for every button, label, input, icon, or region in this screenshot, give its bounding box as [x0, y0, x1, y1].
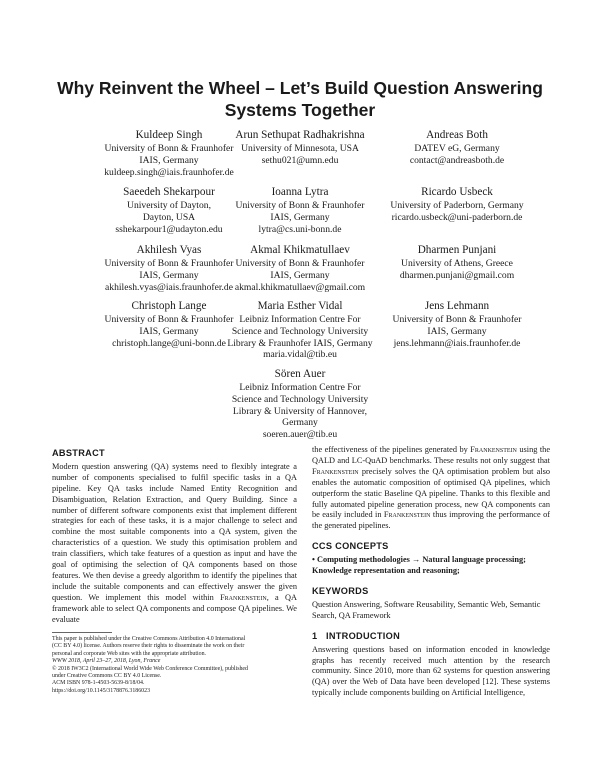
author-email: kuldeep.singh@iais.fraunhofer.de — [104, 166, 234, 178]
doi-link[interactable]: https://doi.org/10.1145/3178876.3186023 — [52, 687, 151, 694]
footnote-line: This paper is published under the Creative Commons Attribution 4.0 International — [52, 636, 246, 642]
author-name: Kuldeep Singh — [135, 129, 203, 141]
author-name: Akmal Khikmatullaev — [250, 244, 350, 256]
keywords-text: Question Answering, Software Reusability, Semantic Web, Semantic Search, QA Framework — [312, 599, 541, 620]
author-affiliation: University of Bonn & Fraunhofer — [104, 258, 234, 269]
author-affiliation: University of Bonn & Fraunhofer — [235, 200, 365, 211]
right-column — [312, 445, 550, 708]
author-affiliation: University of Bonn & Fraunhofer — [235, 258, 365, 269]
ccs-heading: CCS CONCEPTS — [312, 541, 389, 552]
author-name: Sören Auer — [274, 368, 326, 380]
abstract-text: Modern question answering (QA) systems need to flexibly integrate a number of components specialised to fulfil specific tasks in a QA pipeline. Key QA tasks include Named Entity Recognition and Disambiguation, Relation Extraction, and Query Building. Since a number of different software components exist that implement different strategies for each of these tasks, it is a major challenge to select and combine the most suitable components into a QA system, given the characteristics of a question. We study this optimisation problem and train classifiers, which take features of a question as input and have the goal of optimising the selection of QA components based on those features. We then devise a greedy algorithm to identify the pipelines that include the suitable components and can effectively answer the given question. We implement this model within Frankenstein, a QA framework able to select QA components and compose QA pipelines. We evaluate — [52, 461, 298, 624]
abstract-continued: the effectiveness of the pipelines generated by Frankenstein using the QALD and LC-QuAD benchmarks. These results not only suggest that Frankenstein precisely solves the QA optimisation problem but also enables the automatic composition of optimised QA pipelines, which outperform the static Baseline QA pipeline. Thanks to this flexible and fully automated pipeline generation process, new QA components can be easily included in Frankenstein thus improving the performance of the generated pipelines. — [312, 445, 551, 531]
author-affiliation: University of Paderborn, Germany — [390, 200, 524, 211]
author-email: christoph.lange@uni-bonn.de — [112, 337, 226, 349]
author-name: Andreas Both — [426, 129, 488, 141]
author-name: Arun Sethupat Radhakrishna — [235, 129, 365, 141]
author-affiliation: IAIS, Germany — [139, 269, 199, 281]
author-affiliation: DATEV eG, Germany — [414, 143, 500, 154]
author-affiliation: University of Dayton, — [127, 200, 211, 211]
introduction-heading: 1 INTRODUCTION — [312, 630, 400, 641]
title-line-2: Systems Together — [224, 100, 376, 120]
author-affiliation: Dayton, USA — [142, 211, 196, 223]
footnote-line: under Creative Commons CC BY 4.0 License. — [52, 673, 162, 680]
author-email: akmal.khikmatullaev@gmail.com — [234, 281, 366, 293]
author-affiliation: University of Athens, Greece — [401, 258, 513, 269]
footnote-line: personal and corporate Web sites with the appropriate attribution. — [52, 650, 206, 657]
author-block — [200, 367, 400, 441]
author-affiliation: IAIS, Germany — [270, 269, 330, 281]
author-email: lytra@cs.uni-bonn.de — [258, 223, 342, 235]
author-name: Dharmen Punjani — [417, 244, 497, 256]
author-affiliation: Leibniz Information Centre For — [239, 382, 361, 393]
author-affiliation: University of Bonn & Fraunhofer — [104, 314, 234, 325]
author-name: Akhilesh Vyas — [136, 244, 202, 256]
copyright-footnote — [52, 632, 297, 695]
author-affiliation: Science and Technology University — [231, 393, 369, 405]
ccs-concepts: • Computing methodologies → Natural language processing; Knowledge representation and reasoning; — [312, 555, 526, 576]
isbn-line: ACM ISBN 978-1-4503-5639-8/18/04. — [52, 680, 145, 687]
author-name: Ricardo Usbeck — [421, 186, 493, 198]
footnote-line: © 2018 IW3C2 (International World Wide Web Conference Committee), published — [52, 665, 248, 672]
author-affiliation: Science and Technology University — [231, 325, 369, 337]
author-name: Maria Esther Vidal — [257, 300, 343, 312]
author-email: sethu021@umn.edu — [261, 154, 339, 166]
author-affiliation: IAIS, Germany — [427, 325, 487, 337]
author-affiliation: University of Bonn & Fraunhofer — [392, 314, 522, 325]
author-affiliation: University of Minnesota, USA — [241, 143, 359, 154]
author-email: jens.lehmann@iais.fraunhofer.de — [393, 337, 521, 349]
footnote-line: (CC BY 4.0) license. Authors reserve their rights to disseminate the work on their — [52, 643, 245, 650]
conference-info: WWW 2018, April 23–27, 2018, Lyon, France — [52, 658, 161, 665]
author-affiliation: Germany — [282, 417, 318, 429]
author-email: soeren.auer@tib.eu — [262, 429, 338, 441]
author-affiliation: IAIS, Germany — [139, 325, 199, 337]
title-line-1: Why Reinvent the Wheel – Let’s Build Question Answering — [57, 78, 543, 98]
author-email: sshekarpour1@udayton.edu — [115, 223, 223, 235]
frankenstein-name: Frankenstein — [220, 592, 267, 602]
author-email: ricardo.usbeck@uni-paderborn.de — [391, 211, 523, 223]
introduction-text: Answering questions based on information encoded in knowledge graphs has recently received much attention by the research community. Since 2010, more than 62 systems for question answering (QA) over the Web of Data have been developed [12]. These systems typically include components building on Artificial Intelligence, — [312, 644, 550, 698]
author-block — [357, 243, 557, 282]
keywords-heading: KEYWORDS — [312, 585, 369, 596]
author-block — [357, 128, 557, 167]
author-email: akhilesh.vyas@iais.fraunhofer.de — [105, 281, 233, 293]
left-column — [52, 448, 297, 626]
author-block — [357, 299, 557, 349]
author-name: Jens Lehmann — [424, 300, 490, 312]
footnote-rule — [52, 632, 112, 633]
author-name: Ioanna Lytra — [271, 186, 329, 198]
author-name: Christoph Lange — [131, 300, 207, 312]
author-affiliation: Leibniz Information Centre For — [239, 314, 361, 325]
author-name: Saeedeh Shekarpour — [123, 186, 215, 198]
author-affiliation: IAIS, Germany — [139, 154, 199, 166]
author-email: maria.vidal@tib.eu — [263, 349, 337, 361]
author-email: contact@andreasboth.de — [409, 154, 505, 166]
author-affiliation: University of Bonn & Fraunhofer — [104, 143, 234, 154]
author-affiliation: Library & University of Hannover, — [232, 405, 368, 417]
author-affiliation: IAIS, Germany — [270, 211, 330, 223]
abstract-heading: ABSTRACT — [52, 448, 105, 458]
paper-title — [40, 77, 560, 121]
author-email: dharmen.punjani@gmail.com — [399, 269, 515, 281]
author-affiliation: Library & Fraunhofer IAIS, Germany — [227, 337, 373, 349]
author-block — [357, 185, 557, 224]
bullet-icon: • — [312, 555, 315, 565]
